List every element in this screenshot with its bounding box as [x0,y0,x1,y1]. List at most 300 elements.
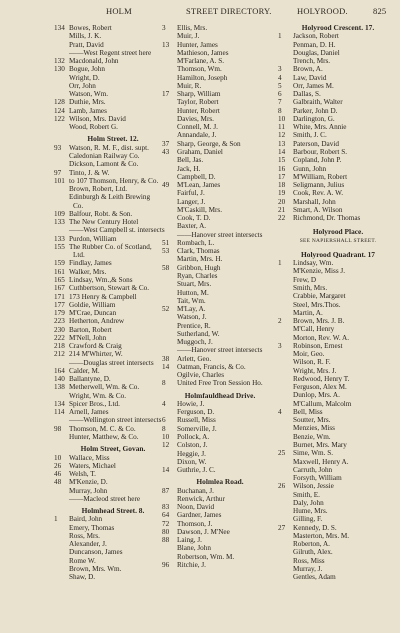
directory-entry [278,148,398,156]
entry-text: M'Nell, John [69,333,107,342]
directory-entry-continued: Hutton, M. [177,288,209,297]
directory-entry [54,301,172,309]
house-number: 19 [278,189,286,198]
directory-entry [54,478,172,486]
house-number: 4 [162,399,166,408]
directory-entry-continued: Sutherland, W. [177,329,220,338]
house-number: 218 [54,342,65,351]
directory-entry-continued: Muir, J. [177,32,200,41]
house-number: 6 [278,90,282,99]
directory-entry [54,57,172,65]
house-number: 230 [54,325,65,334]
directory-entry [54,210,172,218]
directory-entry [54,495,172,503]
directory-entry [278,131,398,139]
entry-text: Spicer Bros., Ltd. [69,399,120,408]
directory-entry-continued: Taylor, Robert [177,98,219,107]
house-number: 46 [54,470,62,479]
directory-entry [162,148,278,156]
directory-entry [278,408,398,416]
directory-entry-continued: Blane, John [177,544,211,553]
entry-text: Ballantyne, D. [69,375,111,384]
entry-text: Gardner, James [177,511,222,520]
entry-text: M'Lay, A. [177,305,206,314]
street-heading: Holmlea Road. [196,478,244,487]
directory-entry-continued: Trench, Mrs. [293,57,331,66]
house-number: 17 [278,172,286,181]
directory-entry [278,173,398,181]
house-number: 114 [54,408,65,417]
directory-entry [162,536,278,544]
directory-entry-continued: Fairful, J. [177,189,205,198]
house-number: 72 [162,519,170,528]
house-number: 14 [162,466,170,475]
directory-entry [54,243,172,251]
directory-entry [162,181,278,189]
directory-entry-continued: Orr, John [69,81,96,90]
directory-entry [54,293,172,301]
house-number: 133 [54,218,65,227]
directory-entry [162,239,278,247]
house-number: 11 [278,123,285,132]
column-right [278,24,398,582]
entry-text: Richmond, Dr. Thomas [293,214,361,223]
directory-entry [54,408,172,416]
house-number: 12 [278,131,286,140]
house-number: 164 [54,366,65,375]
directory-entry [54,259,172,267]
entry-text: Wilson, Mrs. David [69,114,126,123]
directory-entry [278,342,398,350]
house-number: 22 [278,214,286,223]
directory-entry-continued: Carruth, John [293,465,333,474]
street-heading: Holm Street. 12. [87,135,139,144]
house-number: 26 [54,461,62,470]
directory-entry-continued: Alexander, J. [69,540,107,549]
directory-entry [278,123,398,131]
house-number: 49 [162,181,170,190]
house-number: 3 [278,341,282,350]
directory-entry-continued: Muir, R. [177,81,202,90]
street-heading: Holyrood Quadrant. 17 [301,250,375,259]
directory-entry [278,98,398,106]
entry-text: 173 Henry & Campbell [69,292,137,301]
entry-text: Law, David [293,73,327,82]
directory-entry [54,65,172,73]
entry-text: Arnell, James [69,408,109,417]
directory-entry-continued: Davies, Mrs. [177,114,214,123]
directory-entry-continued: Wilson, R. F. [293,358,331,367]
house-number: 223 [54,317,65,326]
entry-text: Sharp, George, & Son [177,139,241,148]
directory-entry [162,528,278,536]
column-left [54,24,172,582]
entry-text: Wilson, Jessie [293,482,334,491]
directory-entry [54,462,172,470]
entry-text: Sime, Wm. S. [293,449,334,458]
directory-entry [278,82,398,90]
entry-text: Crawford & Craig [69,342,122,351]
directory-entry [162,503,278,511]
entry-text: M'William, Robert [293,172,348,181]
entry-text: Brown, Mrs. J. B. [293,317,345,326]
entry-text: United Free Tron Session Ho. [177,379,263,388]
entry-text: Galbraith, Walter [293,98,343,107]
directory-entry-continued: Langer, J. [177,197,206,206]
directory-entry [162,140,278,148]
directory-entry [278,90,398,98]
directory-entry [162,425,278,433]
entry-text: Thomson, J. [177,519,213,528]
directory-entry-continued: Gilling, F. [293,515,323,524]
directory-entry-continued: Ferguson, D. [177,408,215,417]
house-number: 17 [162,90,170,99]
directory-entry-continued: Roberton, A. [293,540,330,549]
directory-entry [54,284,172,292]
directory-entry-continued: Rome W. [69,556,96,565]
directory-entry-continued: Hume, Mrs. [293,507,328,516]
directory-entry [54,177,172,185]
house-number: 109 [54,209,65,218]
entry-text: Lindsay, Wm.,& Sons [69,275,133,284]
directory-entry-continued: Thomson, Wm. [177,65,222,74]
directory-entry [54,107,172,115]
directory-entry-continued: Campbell, D. [177,172,216,181]
directory-entry-continued: Forsyth, William [293,474,342,483]
house-number: 58 [162,263,170,272]
directory-entry-continued: Frew, D [293,275,317,284]
directory-entry [278,140,398,148]
directory-entry [54,342,172,350]
house-number: 1 [54,515,58,524]
entry-text: Cook, Rev. A. W. [293,189,344,198]
directory-entry [54,115,172,123]
directory-entry-continued: Dixon, W. [177,457,207,466]
directory-entry [278,317,398,325]
house-number: 212 [54,350,65,359]
directory-entry-continued: Steel, Mrs.Thos. [293,300,341,309]
directory-entry [54,235,172,243]
house-number: 88 [162,536,170,545]
entry-text: Smart, A. Wilson [293,205,343,214]
entry-text: Macdonald, John [69,57,119,66]
entry-text: Colston, J. [177,441,208,450]
directory-entry [162,231,278,239]
directory-entry-continued: Morton, Rev. W. A. [293,333,350,342]
entry-text: Gunn, John [293,164,327,173]
entry-text: Ellis, Mrs. [177,24,208,32]
directory-entry [162,264,278,272]
directory-entry [54,317,172,325]
house-number: 124 [54,106,65,115]
directory-entry [54,367,172,375]
directory-entry [54,375,172,383]
house-number: 97 [54,168,62,177]
house-number: 12 [162,441,170,450]
directory-entry [278,206,398,214]
house-number: 37 [162,139,170,148]
directory-entry-continued: Masterton, Mrs. M. [293,531,350,540]
entry-text: Duthie, Mrs. [69,98,106,107]
house-number: 8 [278,106,282,115]
house-number: 25 [278,449,286,458]
directory-entry-continued: Dickson, Lamont & Co. [69,160,139,169]
directory-entry [54,98,172,106]
house-number: 122 [54,114,65,123]
directory-entry [162,400,278,408]
header-title: STREET DIRECTORY. [186,6,272,16]
house-number: 165 [54,275,65,284]
entry-text: Darlington, G. [293,114,335,123]
directory-entry-continued: Brown, Robert, Ltd. [69,185,128,194]
directory-entry-continued: Douglas, Daniel [293,48,340,57]
entry-text: Barbour, Robert S. [293,147,348,156]
directory-entry [54,454,172,462]
house-number: 167 [54,284,65,293]
house-number: 130 [54,65,65,74]
directory-entry [278,107,398,115]
entry-text: ——Macleod street here [69,494,141,503]
directory-entry-continued: Robertson, Wm. M. [177,552,235,561]
house-number: 51 [162,238,170,247]
entry-text: Dallas, S. [293,90,321,99]
entry-text: Kennedy, D. S. [293,523,337,532]
entry-text: Parker, John D. [293,106,338,115]
directory-entry-continued: Stuart, Mrs. [177,280,212,289]
house-number: 3 [162,24,166,32]
entry-text: Hetherton, Andrew [69,317,125,326]
house-number: 43 [162,147,170,156]
directory-entry-continued: Gilruth, Alex. [293,548,333,557]
entry-text: Bell, Miss [293,407,323,416]
entry-text: Hunter, James [177,40,218,49]
directory-entry [278,115,398,123]
entry-text: ——West Regent street here [69,48,152,57]
house-number: 8 [162,424,166,433]
house-number: 48 [54,478,62,487]
directory-entry [278,189,398,197]
entry-text: Sharp, William [177,90,221,99]
directory-entry [278,74,398,82]
directory-entry-continued: Annandale, J. [177,131,217,140]
entry-text: Howie, J. [177,399,205,408]
directory-entry-continued: Prentice, R. [177,321,211,330]
directory-entry [278,449,398,457]
directory-entry [162,441,278,449]
directory-entry [54,515,172,523]
directory-entry-continued: Ryan, Charles [177,271,218,280]
entry-text: Clark, Thomas [177,247,220,256]
entry-text: Seligmann, Julius [293,181,345,190]
directory-entry [54,425,172,433]
entry-text: Cuthbertson, Stewart & Co. [69,284,150,293]
directory-entry [162,416,278,424]
entry-text: Oatman, Francis, & Co. [177,362,246,371]
entry-text: Smith, J. C. [293,131,327,140]
house-number: 26 [278,482,286,491]
directory-entry-continued: Daly, John [293,498,324,507]
entry-text: Lindsay, Wm. [293,259,334,268]
directory-entry-continued: Dunlop, Mrs. A. [293,391,340,400]
directory-entry [162,511,278,519]
directory-entry [54,309,172,317]
entry-text: Marshall, John [293,197,336,206]
house-number: 10 [278,114,286,123]
directory-entry [54,400,172,408]
entry-text: Noon, David [177,503,215,512]
house-number: 134 [54,24,65,32]
entry-text: Metherwell, Wm. & Co. [69,383,140,392]
directory-entry [162,561,278,569]
house-number: 101 [54,176,65,185]
header-right: HOLYROOD. [297,6,348,16]
entry-text: Ritchie, J. [177,561,206,569]
house-number: 13 [278,139,286,148]
page-number: 825 [373,6,387,16]
directory-entry-continued: Ross, Miss [293,556,325,565]
directory-entry-continued: Wright, Wm. & Co. [69,391,127,400]
directory-entry-continued: M'Caskill, Mrs. [177,205,223,214]
house-number: 15 [278,156,286,165]
cross-reference: SEE NAPIERSHALL STREET. [299,237,377,244]
entry-text: Tinto, J. & W. [69,168,110,177]
directory-entry-continued: Wood, Robert G. [69,123,118,132]
entry-text: ——Hanover street intersects [177,230,263,239]
directory-entry-continued: M'Callum, Malcolm [293,399,352,408]
house-number: 4 [278,407,282,416]
directory-entry-continued: Burnet, Mrs. Mary [293,441,347,450]
directory-entry [54,226,172,234]
house-number: 222 [54,333,65,342]
entry-text: Buchanan, J. [177,486,214,495]
directory-entry [162,466,278,474]
entry-text: ——Douglas street intersects [69,358,154,367]
entry-text: The Rubber Co. of Scotland, [69,242,152,251]
directory-entry-continued: Soutter, Mrs. [293,416,331,425]
directory-entry-continued: Hunter, Robert [177,106,220,115]
house-number: 64 [162,511,170,520]
directory-entry-continued: Muggoch, J. [177,338,213,347]
street-heading: Holyrood Place. [312,228,364,237]
directory-entry-continued: Wright, D. [69,73,100,82]
directory-entry-continued: Hunter, Matthew, & Co. [69,433,139,442]
entry-text: Graham, Daniel [177,147,223,156]
entry-text: Purdon, William [69,234,117,243]
directory-entry-continued: Ross, Mrs. [69,531,100,540]
house-number: 52 [162,305,170,314]
directory-entry [54,350,172,358]
directory-entry-continued: Redwood, Henry T. [293,374,350,383]
house-number: 27 [278,523,286,532]
house-number: 13 [162,40,170,49]
entry-text: Watson, R. M. F., dist. supt. [69,143,149,152]
directory-entry-continued: M'Farlane, A. S. [177,57,225,66]
directory-entry-continued: Jack, H. [177,164,201,173]
entry-text: M'Lean, James [177,181,221,190]
directory-entry-continued: Martin, A. [293,308,323,317]
directory-entry [162,363,278,371]
directory-entry [54,359,172,367]
house-number: 87 [162,486,170,495]
directory-entry-continued: Renwick, Arthur [177,494,225,503]
directory-entry-continued: Caledonian Railway Co. [69,151,140,160]
directory-entry-continued: Connell, M. J. [177,123,218,132]
directory-entry-continued: Murray, John [69,486,108,495]
house-number: 53 [162,247,170,256]
column-middle [162,24,278,569]
entry-text: Arlett, Geo. [177,354,212,363]
entry-text: Brown, A. [293,65,323,74]
directory-entry [278,259,398,267]
entry-text: Gribbon, Hugh [177,263,221,272]
directory-entry-continued: Moir, Geo. [293,350,325,359]
entry-text: ——Hanover street intersects [177,346,263,355]
house-number: 18 [278,181,286,190]
house-number: 2 [278,317,282,326]
directory-entry [54,416,172,424]
directory-entry-continued: Wright, Mrs. J. [293,366,337,375]
entry-text: Welsh, T. [69,470,96,479]
directory-entry-continued: Shaw, D. [69,573,96,582]
street-heading: Holm Street, Govan. [80,445,146,454]
house-number: 80 [162,527,170,536]
entry-text: Jackson, Robert [293,32,339,41]
entry-text: White, Mrs. Annie [293,123,347,132]
directory-entry-continued: Emery, Thomas [69,523,115,532]
house-number: 134 [54,399,65,408]
house-number: 3 [278,65,282,74]
house-number: 83 [162,503,170,512]
house-number: 7 [278,98,282,107]
entry-text: ——Wellington street intersects [69,416,162,425]
directory-entry-continued: Co. [73,201,84,210]
house-number: 10 [162,433,170,442]
directory-entry [54,218,172,226]
directory-entry-continued: Mills, J. K. [69,32,102,41]
directory-entry [54,169,172,177]
directory-entry [54,268,172,276]
house-number: 132 [54,57,65,66]
entry-text: Somerville, J. [177,424,217,433]
street-heading: Holyrood Crescent. 17. [301,24,375,32]
directory-entry-continued: Smith, Mrs. [293,283,328,292]
entry-text: Walker, Mrs. [69,267,107,276]
directory-entry-continued: Hamilton, Joseph [177,73,228,82]
entry-text: The New Century Hotel [69,218,139,227]
directory-entry-continued: Watson, J. [177,313,207,322]
entry-text: Laing, J. [177,536,202,545]
house-number: 138 [54,383,65,392]
house-number: 21 [278,205,286,214]
directory-entry-continued: Tait, Wm. [177,296,206,305]
directory-entry [54,334,172,342]
entry-text: Calder, M. [69,366,100,375]
house-number: 8 [162,379,166,388]
entry-text: Orr, James M. [293,81,334,90]
directory-entry-continued: M'Call, Henry [293,325,335,334]
directory-entry-continued: Cook, T. D. [177,214,211,223]
directory-entry [162,433,278,441]
directory-entry [162,379,278,387]
directory-entry [278,524,398,532]
directory-entry-continued: Edinburgh & Leith Brewing [69,193,151,202]
directory-entry [162,24,278,32]
directory-entry [54,144,172,152]
directory-entry-continued: Duncanson, James [69,548,123,557]
house-number: 155 [54,242,65,251]
entry-text: to 107 Thomson, Henry, & Co. [69,176,159,185]
entry-text: Wallace, Miss [69,453,110,462]
